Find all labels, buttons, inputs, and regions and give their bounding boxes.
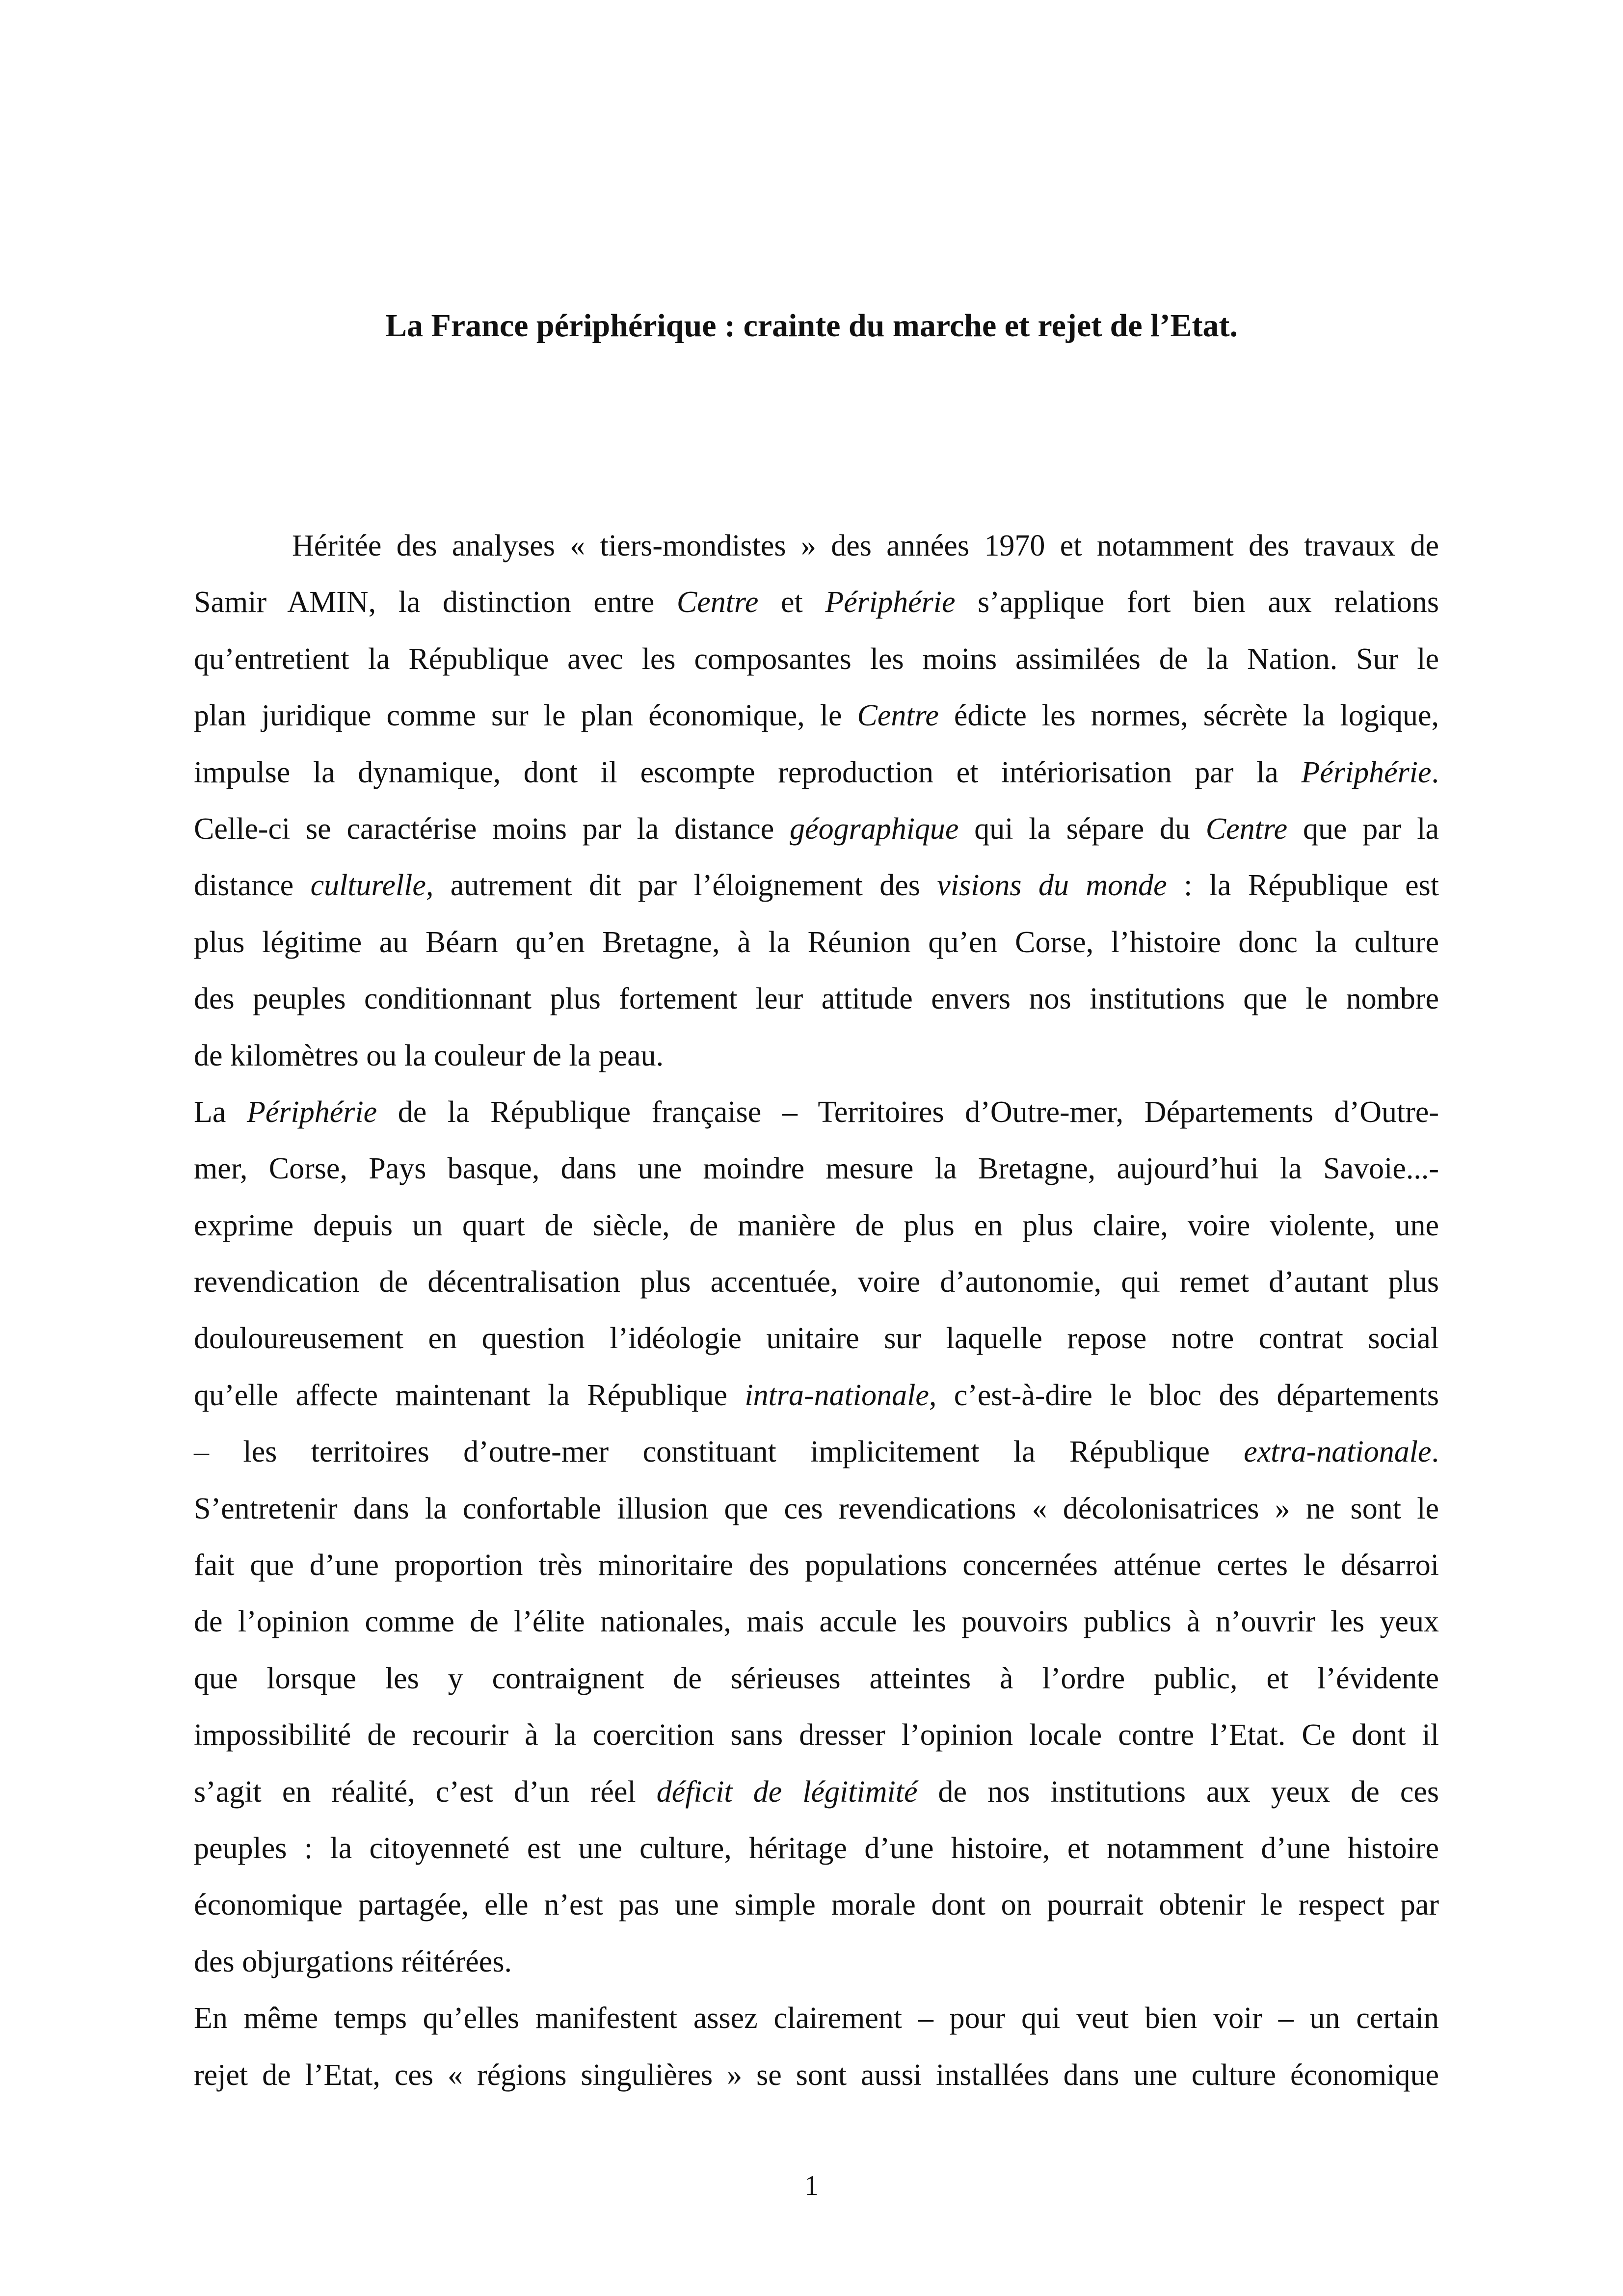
text-run: des peuples conditionnant plus fortement leur attitude envers nos institutions que le nombre xyxy=(194,982,1439,1016)
text-run: Celle-ci se caractérise moins par la distance xyxy=(194,812,790,846)
text-line xyxy=(194,1877,1439,1933)
text-run: de nos institutions aux yeux de ces xyxy=(917,1775,1439,1809)
text-run: s’agit en réalité, c’est d’un réel xyxy=(194,1775,657,1809)
text-run: fait que d’une proportion très minoritaire des populations concernées atténue certes le désarroi xyxy=(194,1548,1439,1582)
text-line xyxy=(194,1028,1439,1084)
text-line xyxy=(194,1990,1439,2047)
text-run: autrement dit par l’éloignement des xyxy=(433,869,937,903)
text-line xyxy=(194,1424,1439,1480)
text-line xyxy=(194,801,1439,857)
text-run: et xyxy=(758,586,825,619)
text-run: de la République française – Territoires d’Outre-mer, Départements d’Outre- xyxy=(377,1095,1439,1129)
text-line xyxy=(194,1481,1439,1537)
text-run: impossibilité de recourir à la coercition sans dresser l’opinion locale contre l’Etat. Ce dont il xyxy=(194,1718,1439,1752)
text-run: des objurgations réitérées. xyxy=(194,1945,512,1978)
text-run: Samir AMIN, la distinction entre xyxy=(194,586,677,619)
text-run: que lorsque les y contraignent de sérieuses atteintes à l’ordre public, et l’évidente xyxy=(194,1661,1439,1695)
text-run: économique partagée, elle n’est pas une simple morale dont on pourrait obtenir le respect par xyxy=(194,1888,1439,1922)
body-text xyxy=(194,518,1439,2104)
italic-term: extra-nationale xyxy=(1244,1435,1432,1469)
text-line xyxy=(194,2047,1439,2104)
italic-term: visions du monde xyxy=(937,869,1167,903)
text-run: distance xyxy=(194,869,311,903)
text-run: peuples : la citoyenneté est une culture, héritage d’une histoire, et notamment d’une histoire xyxy=(194,1831,1439,1865)
text-run: – les territoires d’outre-mer constituant implicitement la République xyxy=(194,1435,1244,1469)
text-line xyxy=(194,1651,1439,1707)
text-line xyxy=(194,1141,1439,1197)
text-run: . xyxy=(1431,1435,1439,1469)
text-run: . xyxy=(1431,755,1439,789)
text-run: revendication de décentralisation plus accentuée, voire d’autonomie, qui remet d’autant plus xyxy=(194,1265,1439,1299)
text-line xyxy=(194,1254,1439,1310)
text-run: impulse la dynamique, dont il escompte reproduction et intériorisation par la xyxy=(194,755,1302,789)
text-line xyxy=(194,914,1439,971)
text-run: édicte les normes, sécrète la logique, xyxy=(938,699,1439,733)
text-run: Héritée des analyses « tiers-mondistes » des années 1970 et notamment des travaux de xyxy=(292,529,1439,562)
text-run: S’entretenir dans la confortable illusion que ces revendications « décolonisatrices » ne sont le xyxy=(194,1492,1439,1525)
text-line xyxy=(194,1367,1439,1424)
text-line xyxy=(194,688,1439,744)
italic-term: Périphérie xyxy=(246,1095,377,1129)
text-run: exprime depuis un quart de siècle, de manière de plus en plus claire, voire violente, une xyxy=(194,1208,1439,1242)
text-line xyxy=(194,1310,1439,1367)
italic-term: Périphérie xyxy=(825,586,956,619)
italic-term: Périphérie xyxy=(1301,755,1432,789)
text-run: de kilomètres ou la couleur de la peau. xyxy=(194,1039,664,1072)
text-line xyxy=(194,1084,1439,1141)
italic-term: Centre xyxy=(857,699,939,733)
text-run: La xyxy=(194,1095,247,1129)
text-line xyxy=(194,574,1439,631)
text-line xyxy=(194,1934,1439,1990)
page-number: 1 xyxy=(804,2169,819,2201)
text-line xyxy=(194,745,1439,801)
text-run: qui la sépare du xyxy=(958,812,1206,846)
text-run: s’applique fort bien aux relations xyxy=(955,586,1439,619)
italic-term: culturelle, xyxy=(310,869,434,903)
text-line xyxy=(194,1537,1439,1594)
page-title: La France périphérique : crainte du marche et rejet de l’Etat. xyxy=(385,308,1238,344)
text-line xyxy=(194,1820,1439,1877)
text-line xyxy=(194,971,1439,1027)
text-line xyxy=(194,631,1439,688)
text-line xyxy=(194,1594,1439,1650)
text-run: qu’entretient la République avec les composantes les moins assimilées de la Nation. Sur le xyxy=(194,642,1439,676)
text-line xyxy=(194,1198,1439,1254)
text-run: plan juridique comme sur le plan économique, le xyxy=(194,699,857,733)
text-run: rejet de l’Etat, ces « régions singulières » se sont aussi installées dans une culture économique xyxy=(194,2058,1439,2092)
text-line xyxy=(194,1764,1439,1820)
text-line xyxy=(194,518,1439,574)
text-line xyxy=(194,1707,1439,1763)
text-line xyxy=(194,857,1439,914)
italic-term: déficit de légitimité xyxy=(656,1775,918,1809)
text-run: c’est-à-dire le bloc des départements xyxy=(936,1378,1439,1412)
text-run: En même temps qu’elles manifestent assez clairement – pour qui veut bien voir – un certain xyxy=(194,2002,1439,2035)
italic-term: géographique xyxy=(790,812,959,846)
text-run: : la République est xyxy=(1167,869,1439,903)
italic-term: intra-nationale, xyxy=(745,1378,937,1412)
text-run: qu’elle affecte maintenant la République xyxy=(194,1378,745,1412)
italic-term: Centre xyxy=(1205,812,1288,846)
text-run: mer, Corse, Pays basque, dans une moindre mesure la Bretagne, aujourd’hui la Savoie...- xyxy=(194,1152,1439,1186)
text-run: plus légitime au Béarn qu’en Bretagne, à la Réunion qu’en Corse, l’histoire donc la culture xyxy=(194,925,1439,959)
text-run: douloureusement en question l’idéologie unitaire sur laquelle repose notre contrat social xyxy=(194,1322,1439,1356)
italic-term: Centre xyxy=(676,586,759,619)
text-run: que par la xyxy=(1287,812,1439,846)
text-run: de l’opinion comme de l’élite nationales, mais accule les pouvoirs publics à n’ouvrir les yeux xyxy=(194,1605,1439,1639)
